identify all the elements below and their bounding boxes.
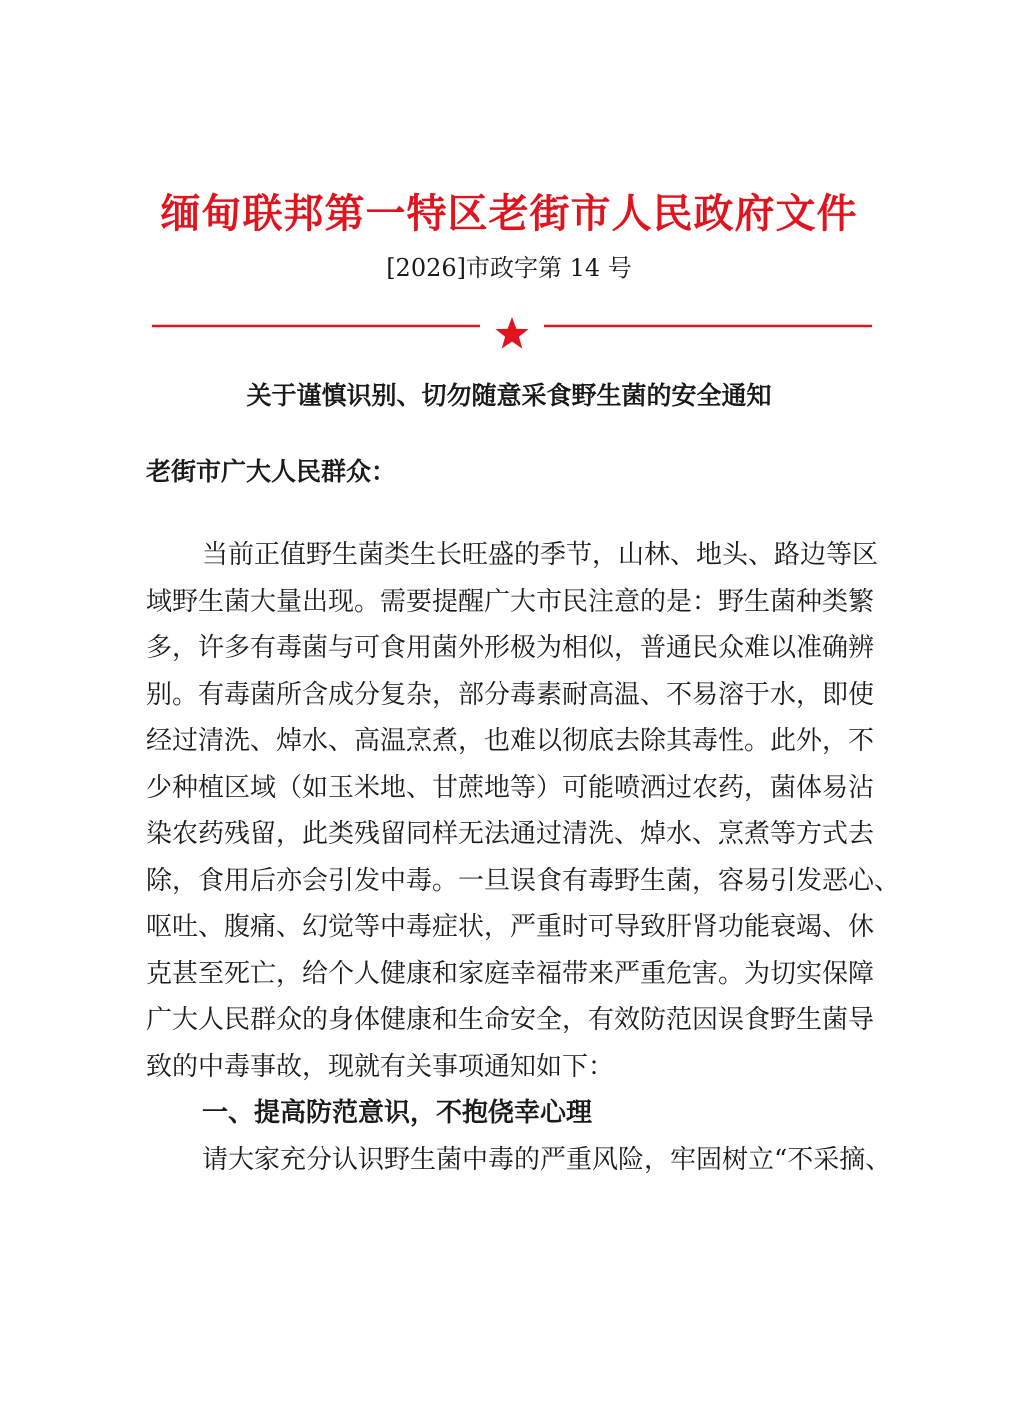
document-header-title: 缅甸联邦第一特区老街市人民政府文件 — [160, 190, 858, 237]
body-line: 染农药残留，此类残留同样无法通过清洗、焯水、烹煮等方式去 — [146, 819, 875, 849]
body-line: 经过清洗、焯水、高温烹煮，也难以彻底去除其毒性。此外，不 — [146, 726, 875, 756]
body-line: 致的中毒事故，现就有关事项通知如下： — [146, 1051, 615, 1082]
salutation: 老街市广大人民群众： — [146, 457, 397, 486]
red-star-icon — [495, 317, 528, 349]
body-line: 当前正值野生菌类生长旺盛的季节，山林、地头、路边等区 — [202, 540, 879, 570]
notice-body — [146, 532, 901, 1183]
body-line: 少种植区域（如玉米地、甘蔗地等）可能喷洒过农药，菌体易沾 — [146, 772, 875, 803]
header-divider — [150, 300, 874, 364]
body-line: 呕吐、腹痛、幻觉等中毒症状，严重时可导致肝肾功能衰竭、休 — [146, 912, 875, 942]
body-line: 克甚至死亡，给个人健康和家庭幸福带来严重危害。为切实保障 — [146, 958, 875, 989]
body-line: 除，食用后亦会引发中毒。一旦误食有毒野生菌，容易引发恶心、 — [146, 865, 901, 896]
notice-title: 关于谨慎识别、切勿随意采食野生菌的安全通知 — [246, 381, 772, 410]
document-number: [2026]市政字第 14 号 — [386, 254, 632, 282]
body-line: 别。有毒菌所含成分复杂，部分毒素耐高温、不易溶于水，即使 — [146, 679, 875, 710]
body-line: 多，许多有毒菌与可食用菌外形极为相似，普通民众难以准确辨 — [146, 633, 875, 663]
body-line: 域野生菌大量出现。需要提醒广大市民注意的是：野生菌种类繁 — [146, 586, 875, 617]
section-heading: 一、提高防范意识，不抱侥幸心理 — [202, 1098, 593, 1128]
body-line: 广大人民群众的身体健康和生命安全，有效防范因误食野生菌导 — [146, 1005, 875, 1035]
body-line: 请大家充分认识野生菌中毒的严重风险，牢固树立“不采摘、 — [202, 1144, 892, 1175]
